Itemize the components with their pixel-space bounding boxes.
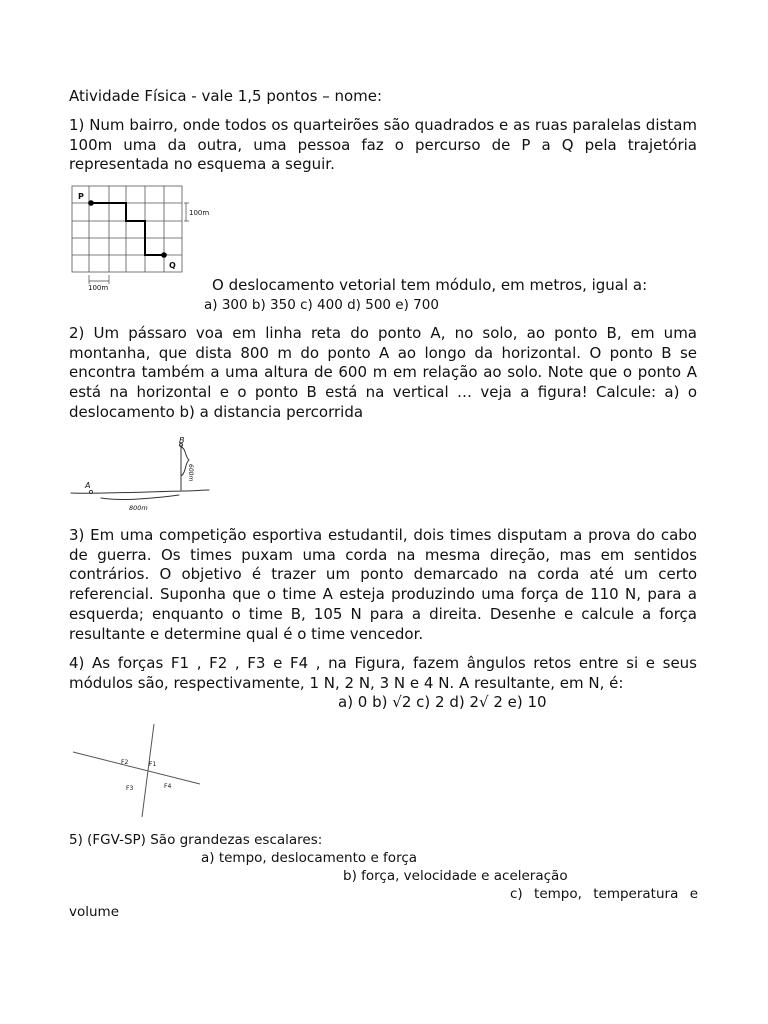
mountain-figure <box>69 433 214 515</box>
page-title: Atividade Física - vale 1,5 pontos – nome: <box>69 87 383 105</box>
question-3-text: 3) Em uma competição esportiva estudantil, dois times disputam a prova do cabo de guerra. Os times puxam uma corda na mesma direção, mas em sentidos contrários. O objetivo é trazer um ponto demarcado na corda até um certo referencial. Suponha que o time A esteja produzindo uma força de 110 N, para a esquerda; enquanto o time B, 105 N para a direita. Desenhe e calcule a força resultante e determine qual é o time vencedor. <box>69 526 697 643</box>
label-q: Q <box>169 261 176 270</box>
question-1-options: a) 300 b) 350 c) 400 d) 500 e) 700 <box>204 297 439 313</box>
label-p: P <box>78 192 84 201</box>
label-f3: F3 <box>126 785 134 792</box>
question-2-text: 2) Um pássaro voa em linha reta do ponto A, no solo, ao ponto B, em uma montanha, que dista 800 m do ponto A ao longo da horizontal. O ponto B se encontra também a uma altura de 600 m em relação ao solo. Note que o ponto A está na horizontal e o ponto B está na vertical … veja a figura! Calcule: a) o deslocamento b) a distancia percorrida <box>69 324 697 421</box>
label-f4: F4 <box>164 783 172 790</box>
question-5-option-c: c) tempo, temperatura e <box>510 886 698 902</box>
question-5-option-b: b) força, velocidade e aceleração <box>343 868 568 884</box>
base-label: 800m <box>129 504 148 512</box>
label-f2: F2 <box>121 759 129 766</box>
label-b: B <box>179 436 185 445</box>
dim-bottom-label: 100m <box>88 284 109 292</box>
grid-path-figure <box>69 185 229 295</box>
question-1-text: 1) Num bairro, onde todos os quarteirões são quadrados e as ruas paralelas distam 100m uma da outra, uma pessoa faz o percurso de P a Q pela trajetória representada no esquema a seguir. <box>69 116 697 174</box>
question-5-option-a: a) tempo, deslocamento e força <box>201 850 418 866</box>
question-1-prompt: O deslocamento vetorial tem módulo, em metros, igual a: <box>212 276 648 294</box>
dim-right-label: 100m <box>189 209 210 217</box>
question-4-text: 4) As forças F1 , F2 , F3 e F4 , na Figura, fazem ângulos retos entre si e seus módulos são, respectivamente, 1 N, 2 N, 3 N e 4 N. A resultante, em N, é: <box>69 654 697 692</box>
height-label: 600m <box>187 464 194 482</box>
question-5-option-c-cont: volume <box>69 904 120 920</box>
question-4-options: a) 0 b) √2 c) 2 d) 2√ 2 e) 10 <box>338 693 547 711</box>
question-5-text: 5) (FGV-SP) São grandezas escalares: <box>69 832 323 848</box>
forces-figure <box>69 722 204 822</box>
label-f1: F1 <box>149 761 157 768</box>
label-a: A <box>85 481 91 490</box>
